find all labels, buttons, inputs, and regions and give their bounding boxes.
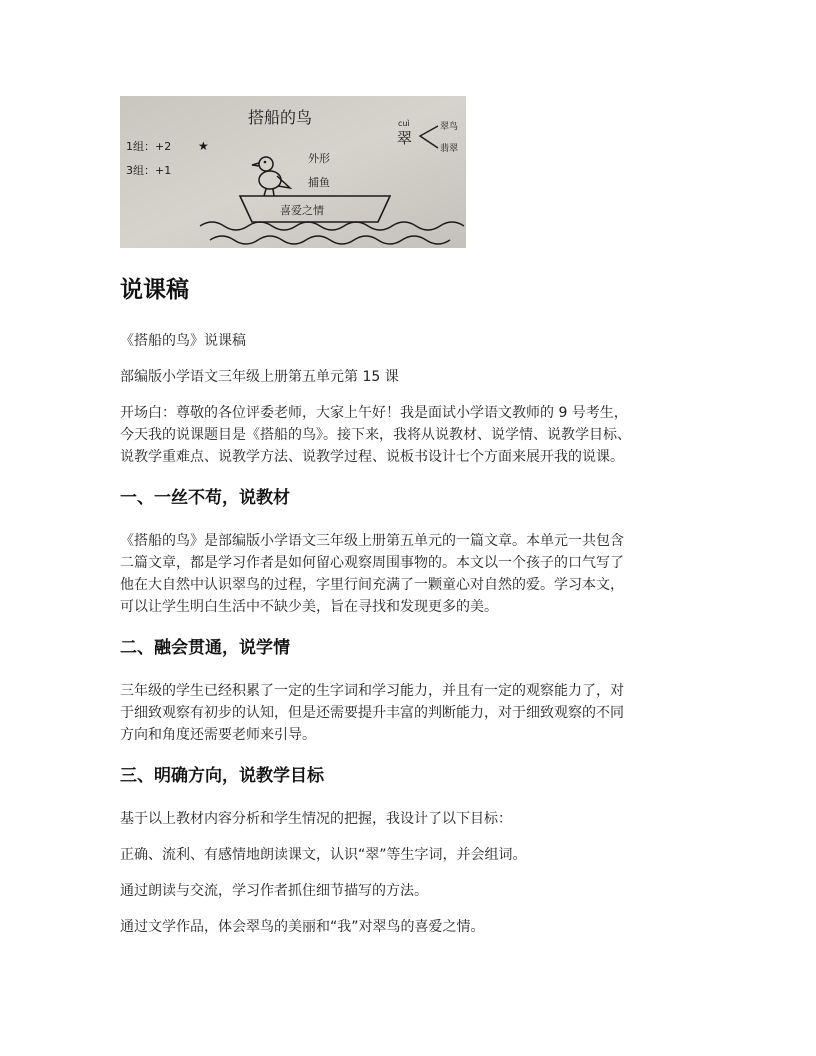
- section3-intro: 基于以上教材内容分析和学生情况的把握，我设计了以下目标：: [120, 811, 512, 827]
- section2-title: 二、融会贯通，说学情: [120, 638, 290, 658]
- section2-line: 于细致观察有初步的认知，但是还需要提升丰富的判断能力，对于细致观察的不同: [120, 705, 624, 721]
- star-icon: ★: [198, 139, 209, 153]
- sketch-branch1: 翠鸟: [440, 122, 459, 132]
- section1-paragraph: [120, 530, 705, 618]
- goal-item-2: 通过朗读与交流，学习作者抓住细节描写的方法。: [120, 883, 428, 899]
- intro-line: 说教学重难点、说教学方法、说教学过程、说板书设计七个方面来展开我的说课。: [120, 449, 624, 465]
- bird-eye: [264, 161, 267, 164]
- sketch-title: 搭船的鸟: [248, 108, 313, 127]
- sketch-label-fishing: 捕鱼: [308, 176, 330, 189]
- goal-item-3: 通过文学作品，体会翠鸟的美丽和“我”对翠鸟的喜爱之情。: [120, 919, 485, 935]
- sketch-char: 翠: [397, 129, 413, 147]
- sketch-pinyin: cuì: [398, 119, 410, 128]
- section2-line: 三年级的学生已经积累了一定的生字词和学习能力，并且有一定的观察能力了，对: [120, 683, 624, 699]
- goal-item-1: 正确、流利、有感情地朗读课文，认识“翠”等生字词，并会组词。: [120, 847, 527, 863]
- section1-line: 他在大自然中认识翠鸟的过程，字里行间充满了一颗童心对自然的爱。学习本文，: [120, 577, 624, 593]
- board-sketch-photo: [120, 96, 466, 248]
- sketch-group3: 3组：+1: [126, 164, 172, 177]
- board-sketch: [120, 96, 466, 248]
- section1-line: 《搭船的鸟》是部编版小学语文三年级上册第五单元的一篇文章。本单元一共包含: [120, 533, 624, 549]
- sketch-boat-text: 喜爱之情: [280, 204, 324, 217]
- section1-title: 一、一丝不苟，说教材: [120, 488, 290, 508]
- section2-paragraph: [120, 680, 705, 746]
- intro-line: 开场白：尊敬的各位评委老师，大家上午好！我是面试小学语文教师的 9 号考生，: [120, 405, 628, 421]
- document-subtitle: 部编版小学语文三年级上册第五单元第 15 课: [120, 369, 399, 385]
- document-heading: 说课稿: [120, 277, 189, 303]
- document-body: [120, 270, 705, 938]
- sketch-label-appearance: 外形: [308, 152, 330, 165]
- sketch-branch2: 翡翠: [440, 144, 459, 154]
- document-title-line: 《搭船的鸟》说课稿: [120, 333, 246, 349]
- sketch-group1: 1组：+2: [126, 140, 172, 153]
- section2-line: 方向和角度还需要老师来引导。: [120, 727, 316, 743]
- section3-title: 三、明确方向，说教学目标: [120, 766, 324, 786]
- intro-line: 今天我的说课题目是《搭船的鸟》。接下来，我将从说教材、说学情、说教学目标、: [120, 427, 631, 443]
- intro-paragraph: [120, 402, 705, 468]
- section1-line: 可以让学生明白生活中不缺少美，旨在寻找和发现更多的美。: [120, 599, 498, 615]
- section1-line: 二篇文章，都是学习作者是如何留心观察周围事物的。本文以一个孩子的口气写了: [120, 555, 624, 571]
